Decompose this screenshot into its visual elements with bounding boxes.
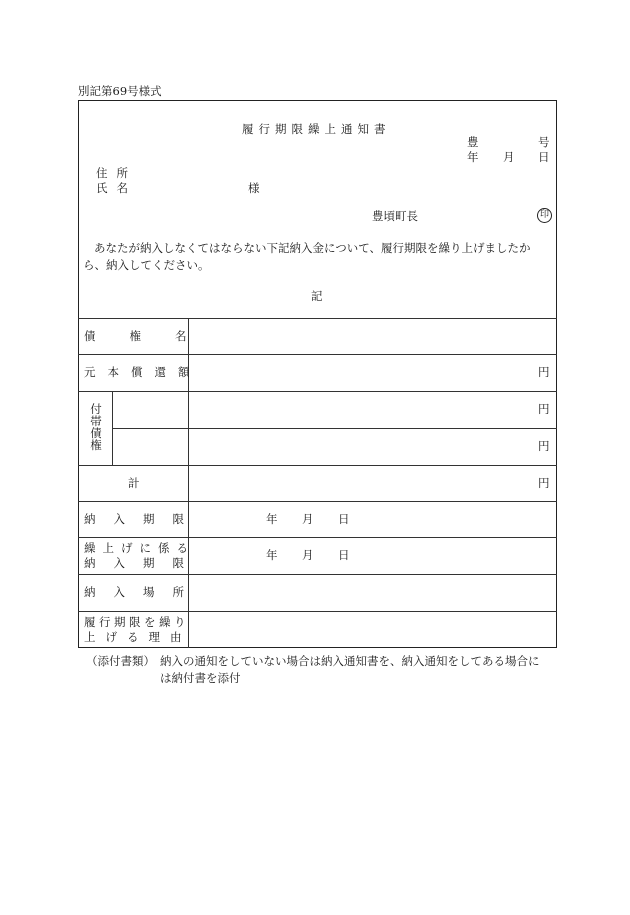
row-label-due-date: 納入期限	[84, 512, 202, 526]
date-day: 日	[538, 150, 550, 164]
row-label-reason-2: 上げる理由	[84, 630, 192, 644]
yen-unit: 円	[538, 402, 550, 416]
incidental-char: 権	[90, 438, 102, 452]
row-label-reason-1: 履行期限を繰り	[84, 615, 189, 629]
row-label-accelerated-2: 納入期限	[84, 556, 202, 570]
grid-line	[78, 574, 557, 575]
accel-year: 年	[266, 548, 278, 562]
grid-line	[78, 318, 557, 319]
ki-marker: 記	[311, 289, 323, 303]
row-label-principal: 元本償還額	[84, 365, 202, 379]
row-label-total: 計	[128, 476, 140, 490]
row-label-payment-place: 納入場所	[84, 585, 202, 599]
body-text-line1: あなたが納入しなくてはならない下記納入金について、履行期限を繰り上げましたか	[94, 241, 531, 255]
body-text-line2: ら、納入してください。	[83, 258, 210, 272]
attachment-line1: 納入の通知をしていない場合は納入通知書を、納入通知をしてある場合に	[160, 654, 540, 668]
attachment-line2: は納付書を添付	[160, 671, 241, 685]
incidental-char: 債	[90, 426, 102, 440]
seal-icon: 印	[537, 208, 552, 223]
grid-line	[78, 465, 557, 466]
row-label-accelerated-1: 繰上げに係る	[84, 541, 195, 555]
yen-unit: 円	[538, 439, 550, 453]
due-day: 日	[338, 512, 350, 526]
accel-day: 日	[338, 548, 350, 562]
address-label: 住所	[96, 166, 137, 180]
issuer-title: 豊頃町長	[372, 209, 418, 223]
accel-month: 月	[302, 548, 314, 562]
attachment-label: （添付書類）	[86, 654, 155, 668]
honorific: 様	[248, 181, 260, 195]
grid-line	[78, 354, 557, 355]
due-month: 月	[302, 512, 314, 526]
due-year: 年	[266, 512, 278, 526]
name-label: 氏名	[96, 181, 137, 195]
grid-line	[78, 537, 557, 538]
number-prefix: 豊	[467, 135, 479, 149]
incidental-char: 付	[90, 402, 102, 416]
incidental-char: 帯	[90, 414, 102, 428]
number-suffix: 号	[538, 135, 550, 149]
row-label-claim-name: 債権名	[84, 329, 221, 343]
grid-line	[112, 428, 557, 429]
grid-line	[112, 391, 113, 465]
document-title: 履行期限繰上通知書	[242, 122, 391, 136]
date-year: 年	[467, 150, 479, 164]
grid-line	[78, 611, 557, 612]
grid-line	[78, 501, 557, 502]
form-id: 別記第69号様式	[78, 84, 162, 98]
yen-unit: 円	[538, 476, 550, 490]
date-month: 月	[503, 150, 515, 164]
grid-line	[78, 391, 557, 392]
yen-unit: 円	[538, 365, 550, 379]
